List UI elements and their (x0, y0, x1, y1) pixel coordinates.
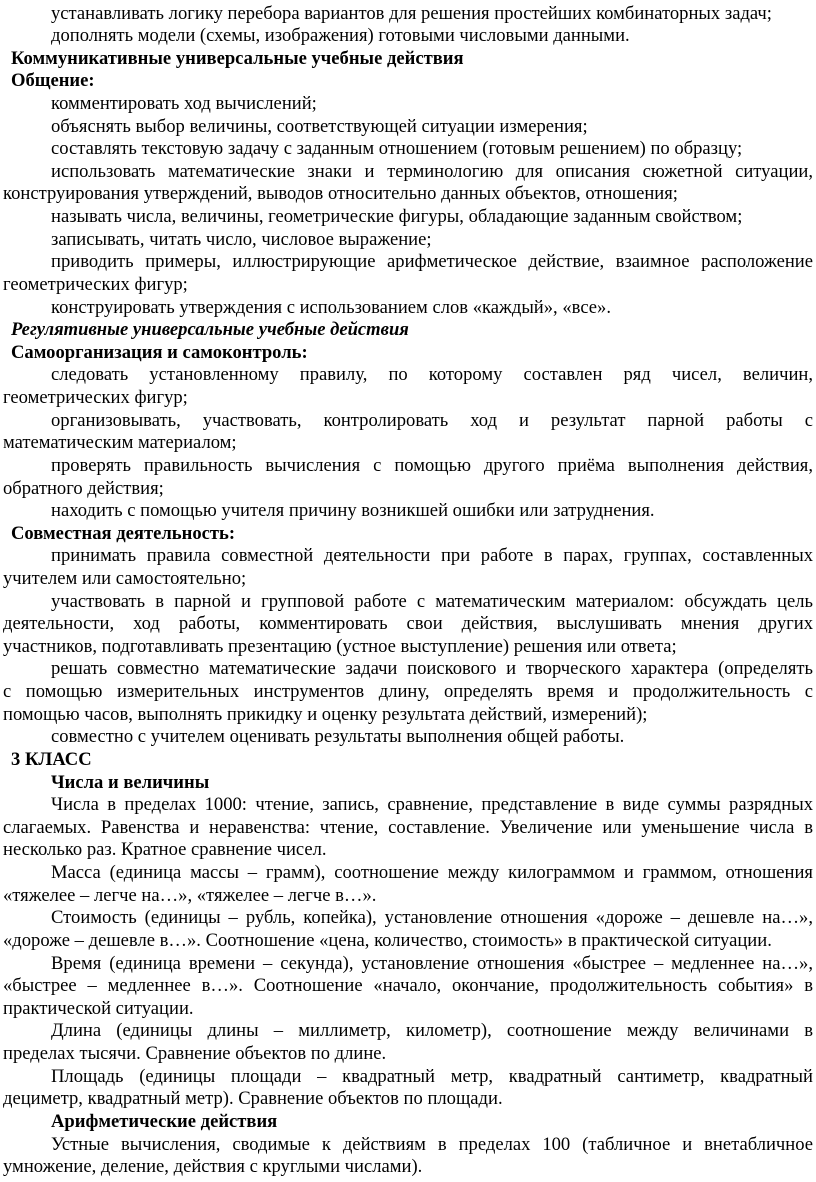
paragraph-first-line: Устные вычисления, сводимые к действиям в пределах 100 (табличное и внетабличное (51, 1133, 813, 1155)
paragraph-first-line: Масса (единица массы – грамм), соотношение между килограммом и граммом, отношения (51, 862, 813, 884)
paragraph-line: «тяжелее – легче на…», «тяжелее – легче в…». (3, 884, 377, 906)
paragraph-line: «дороже – дешевле в…». Соотношение «цена, количество, стоимость» в практической ситуации. (3, 929, 772, 951)
paragraph-line: помощью часов, выполнять прикидку и оценку результата действий, измерений); (3, 703, 648, 725)
paragraph-first-line: Время (единица времени – секунда), установление отношения «быстрее – медленнее на…», (51, 952, 813, 974)
paragraph-first-line: объяснять выбор величины, соответствующей ситуации измерения; (51, 115, 588, 137)
paragraph-first-line: совместно с учителем оценивать результаты выполнения общей работы. (51, 726, 625, 748)
paragraph-line: геометрических фигур; (3, 387, 188, 409)
section-heading: 3 КЛАСС (11, 748, 92, 770)
paragraph-first-line: комментировать ход вычислений; (51, 92, 317, 114)
paragraph-line: слагаемых. Равенства и неравенства: чтение, составление. Увеличение или уменьшение числа в (3, 816, 813, 838)
paragraph-first-line: составлять текстовую задачу с заданным отношением (готовым решением) по образцу; (51, 138, 743, 160)
paragraph-line: конструирования утверждений, выводов относительно данных объектов, отношения; (3, 183, 678, 205)
paragraph-first-line: устанавливать логику перебора вариантов для решения простейших комбинаторных задач; (51, 2, 772, 24)
section-heading: Числа и величины (51, 771, 210, 793)
section-heading: Регулятивные универсальные учебные действия (11, 319, 409, 341)
paragraph-line: математическим материалом; (3, 432, 237, 454)
paragraph-first-line: дополнять модели (схемы, изображения) готовыми числовыми данными. (51, 25, 630, 47)
paragraph-first-line: находить с помощью учителя причину возникшей ошибки или затруднения. (51, 500, 655, 522)
paragraph-first-line: проверять правильность вычисления с помощью другого приёма выполнения действия, (51, 454, 813, 476)
paragraph-line: с помощью измерительных инструментов длину, определять время и продолжительность с (3, 681, 813, 703)
paragraph-first-line: приводить примеры, иллюстрирующие арифметическое действие, взаимное расположение (51, 251, 813, 273)
paragraph-first-line: организовывать, участвовать, контролировать ход и результат парной работы с (51, 409, 813, 431)
paragraph-line: геометрических фигур; (3, 273, 188, 295)
paragraph-line: дециметр, квадратный метр). Сравнение объектов по площади. (3, 1088, 503, 1110)
section-heading: Арифметические действия (51, 1110, 278, 1132)
paragraph-first-line: решать совместно математические задачи поискового и творческого характера (определять (51, 658, 813, 680)
paragraph-first-line: конструировать утверждения с использованием слов «каждый», «все». (51, 296, 611, 318)
paragraph-first-line: использовать математические знаки и терминологию для описания сюжетной ситуации, (51, 160, 813, 182)
paragraph-line: практической ситуации. (3, 997, 194, 1019)
paragraph-first-line: записывать, читать число, числовое выражение; (51, 228, 432, 250)
paragraph-line: участников, подготавливать презентацию (устное выступление) решения или ответа; (3, 635, 677, 657)
paragraph-line: деятельности, ход работы, комментировать свои действия, выслушивать мнения других (3, 613, 813, 635)
paragraph-first-line: называть числа, величины, геометрические фигуры, обладающие заданным свойством; (51, 206, 743, 228)
paragraph-line: учителем или самостоятельно; (3, 568, 247, 589)
paragraph-first-line: принимать правила совместной деятельности при работе в парах, группах, составленных (51, 545, 813, 567)
section-heading: Коммуникативные универсальные учебные действия (11, 47, 464, 69)
paragraph-first-line: участвовать в парной и групповой работе с математическим материалом: обсуждать цель (51, 590, 813, 612)
section-heading: Совместная деятельность: (11, 522, 236, 544)
section-heading: Самоорганизация и самоконтроль: (11, 341, 308, 363)
section-heading: Общение: (11, 70, 95, 92)
paragraph-first-line: следовать установленному правилу, по которому составлен ряд чисел, величин, (51, 364, 813, 386)
paragraph-first-line: Числа в пределах 1000: чтение, запись, сравнение, представление в виде суммы разрядных (51, 794, 813, 816)
paragraph-line: умножение, деление, действия с круглыми числами). (3, 1156, 423, 1178)
paragraph-first-line: Длина (единицы длины – миллиметр, километр), соотношение между величинами в (51, 1020, 813, 1042)
paragraph-line: пределах тысячи. Сравнение объектов по длине. (3, 1043, 387, 1065)
paragraph-first-line: Площадь (единицы площади – квадратный метр, квадратный сантиметр, квадратный (51, 1065, 813, 1087)
paragraph-line: «быстрее – медленнее в…». Соотношение «начало, окончание, продолжительность события» в (3, 975, 813, 997)
paragraph-line: несколько раз. Кратное сравнение чисел. (3, 839, 327, 861)
paragraph-first-line: Стоимость (единицы – рубль, копейка), установление отношения «дороже – дешевле на…», (51, 907, 813, 929)
paragraph-line: обратного действия; (3, 477, 164, 499)
